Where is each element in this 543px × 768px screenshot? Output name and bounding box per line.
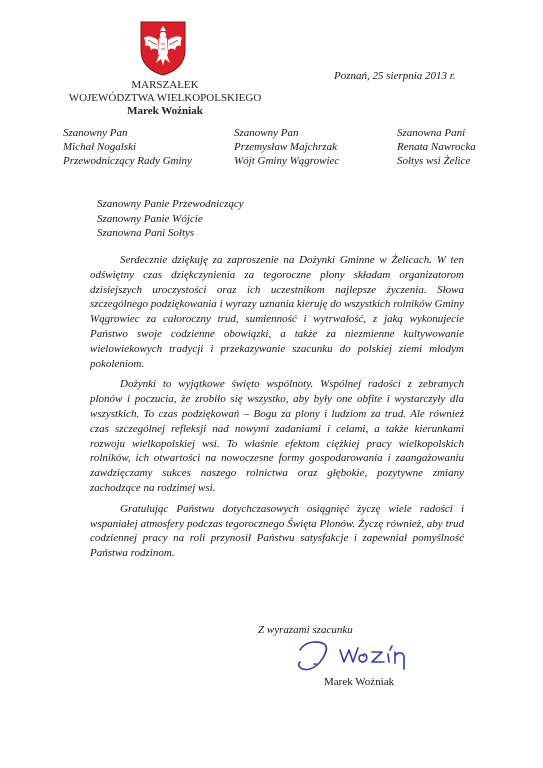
closing-phrase: Z wyrazami szacunku [258,624,353,636]
recipient-name: Renata Nawrocka [397,141,476,153]
recipient-role: Wójt Gminy Wągrowiec [234,155,340,167]
letterhead-name: Marek Woźniak [127,105,203,117]
body-paragraph: Serdecznie dziękuję za zaproszenie na Dożynki Gminne w Żelicach. W ten odświętny czas dziękczynienia za tegoroczne plony składam organizatorom dzisiejszych uroczystości oraz ich uczestnikom najlepsze życzenia. Słowa szczególnego podziękowania i wyrazy uznania kieruję do wszystkich rolników Gminy Wągrowiec za całoroczny trud, sumienność i wytrwałość, z jaką wykonujecie Państwo swoje codzienne obowiązki, a także za niezmienne kultywowanie wielowiekowych tradycji i przekazywanie szacunku do polskiej ziemi młodym pokoleniom. [90,254,464,370]
salutation-line: Szanowna Pani Sołtys [97,227,195,239]
signer-name: Marek Woźniak [324,676,395,688]
recipient-salutation: Szanowny Pan [63,127,128,139]
recipient-salutation: Szanowny Pan [234,127,299,139]
recipient-2 [234,126,339,168]
salutation-line: Szanowny Panie Wójcie [97,212,203,225]
recipient-1 [63,126,192,168]
salutations [97,197,244,241]
letterhead-title-1: MARSZAŁEK [131,79,199,91]
body-paragraph: Gratulując Państwu dotychczasowych osiągnięć życzę wiele radości i wspaniałej atmosfery podczas tegorocznego Święta Plonów. Życzę również, aby trud codziennej pracy na roli przynosił Państwu satysfakcje i zapewniał pomyślność Państwa rodzinom. [90,502,464,560]
eagle-crest-icon [139,20,187,76]
recipient-salutation: Szanowna Pani [397,127,466,139]
salutation-line: Szanowny Panie Przewodniczący [97,198,244,210]
handwritten-signature [292,636,410,674]
recipient-role: Przewodniczący Rady Gminy [63,155,192,167]
letterhead-title-2: WOJEWÓDZTWA WIELKOPOLSKIEGO [68,92,262,104]
recipient-role: Sołtys wsi Żelice [397,155,471,167]
letterhead [60,79,270,118]
letter-date: Poznań, 25 sierpnia 2013 r. [334,70,456,82]
letter-body [90,253,464,567]
recipient-name: Przemysław Majchrzak [234,141,337,153]
recipient-3 [397,126,476,168]
recipient-name: Michał Nogalski [63,141,137,153]
body-paragraph: Dożynki to wyjątkowe święto wspólnoty. Wspólnej radości z zebranych plonów i poczucia, że zrobiło się wszystko, aby były one obfite i wystarczyły dla wszystkich. To czas podziękowań – Bogu za plony i ludziom za trud. Ale również czas szczególnej refleksji nad nowymi zadaniami i celami, a także kierunkami rozwoju wielkopolskiej wsi. To właśnie efektom ciężkiej pracy wielkopolskich rolników, ich otwartości na nowoczesne formy gospodarowania i zaangażowaniu zawdzięczamy sukces naszego rolnictwa oraz głębokie, pozytywne zmiany zachodzące na rodzimej wsi. [90,378,464,494]
